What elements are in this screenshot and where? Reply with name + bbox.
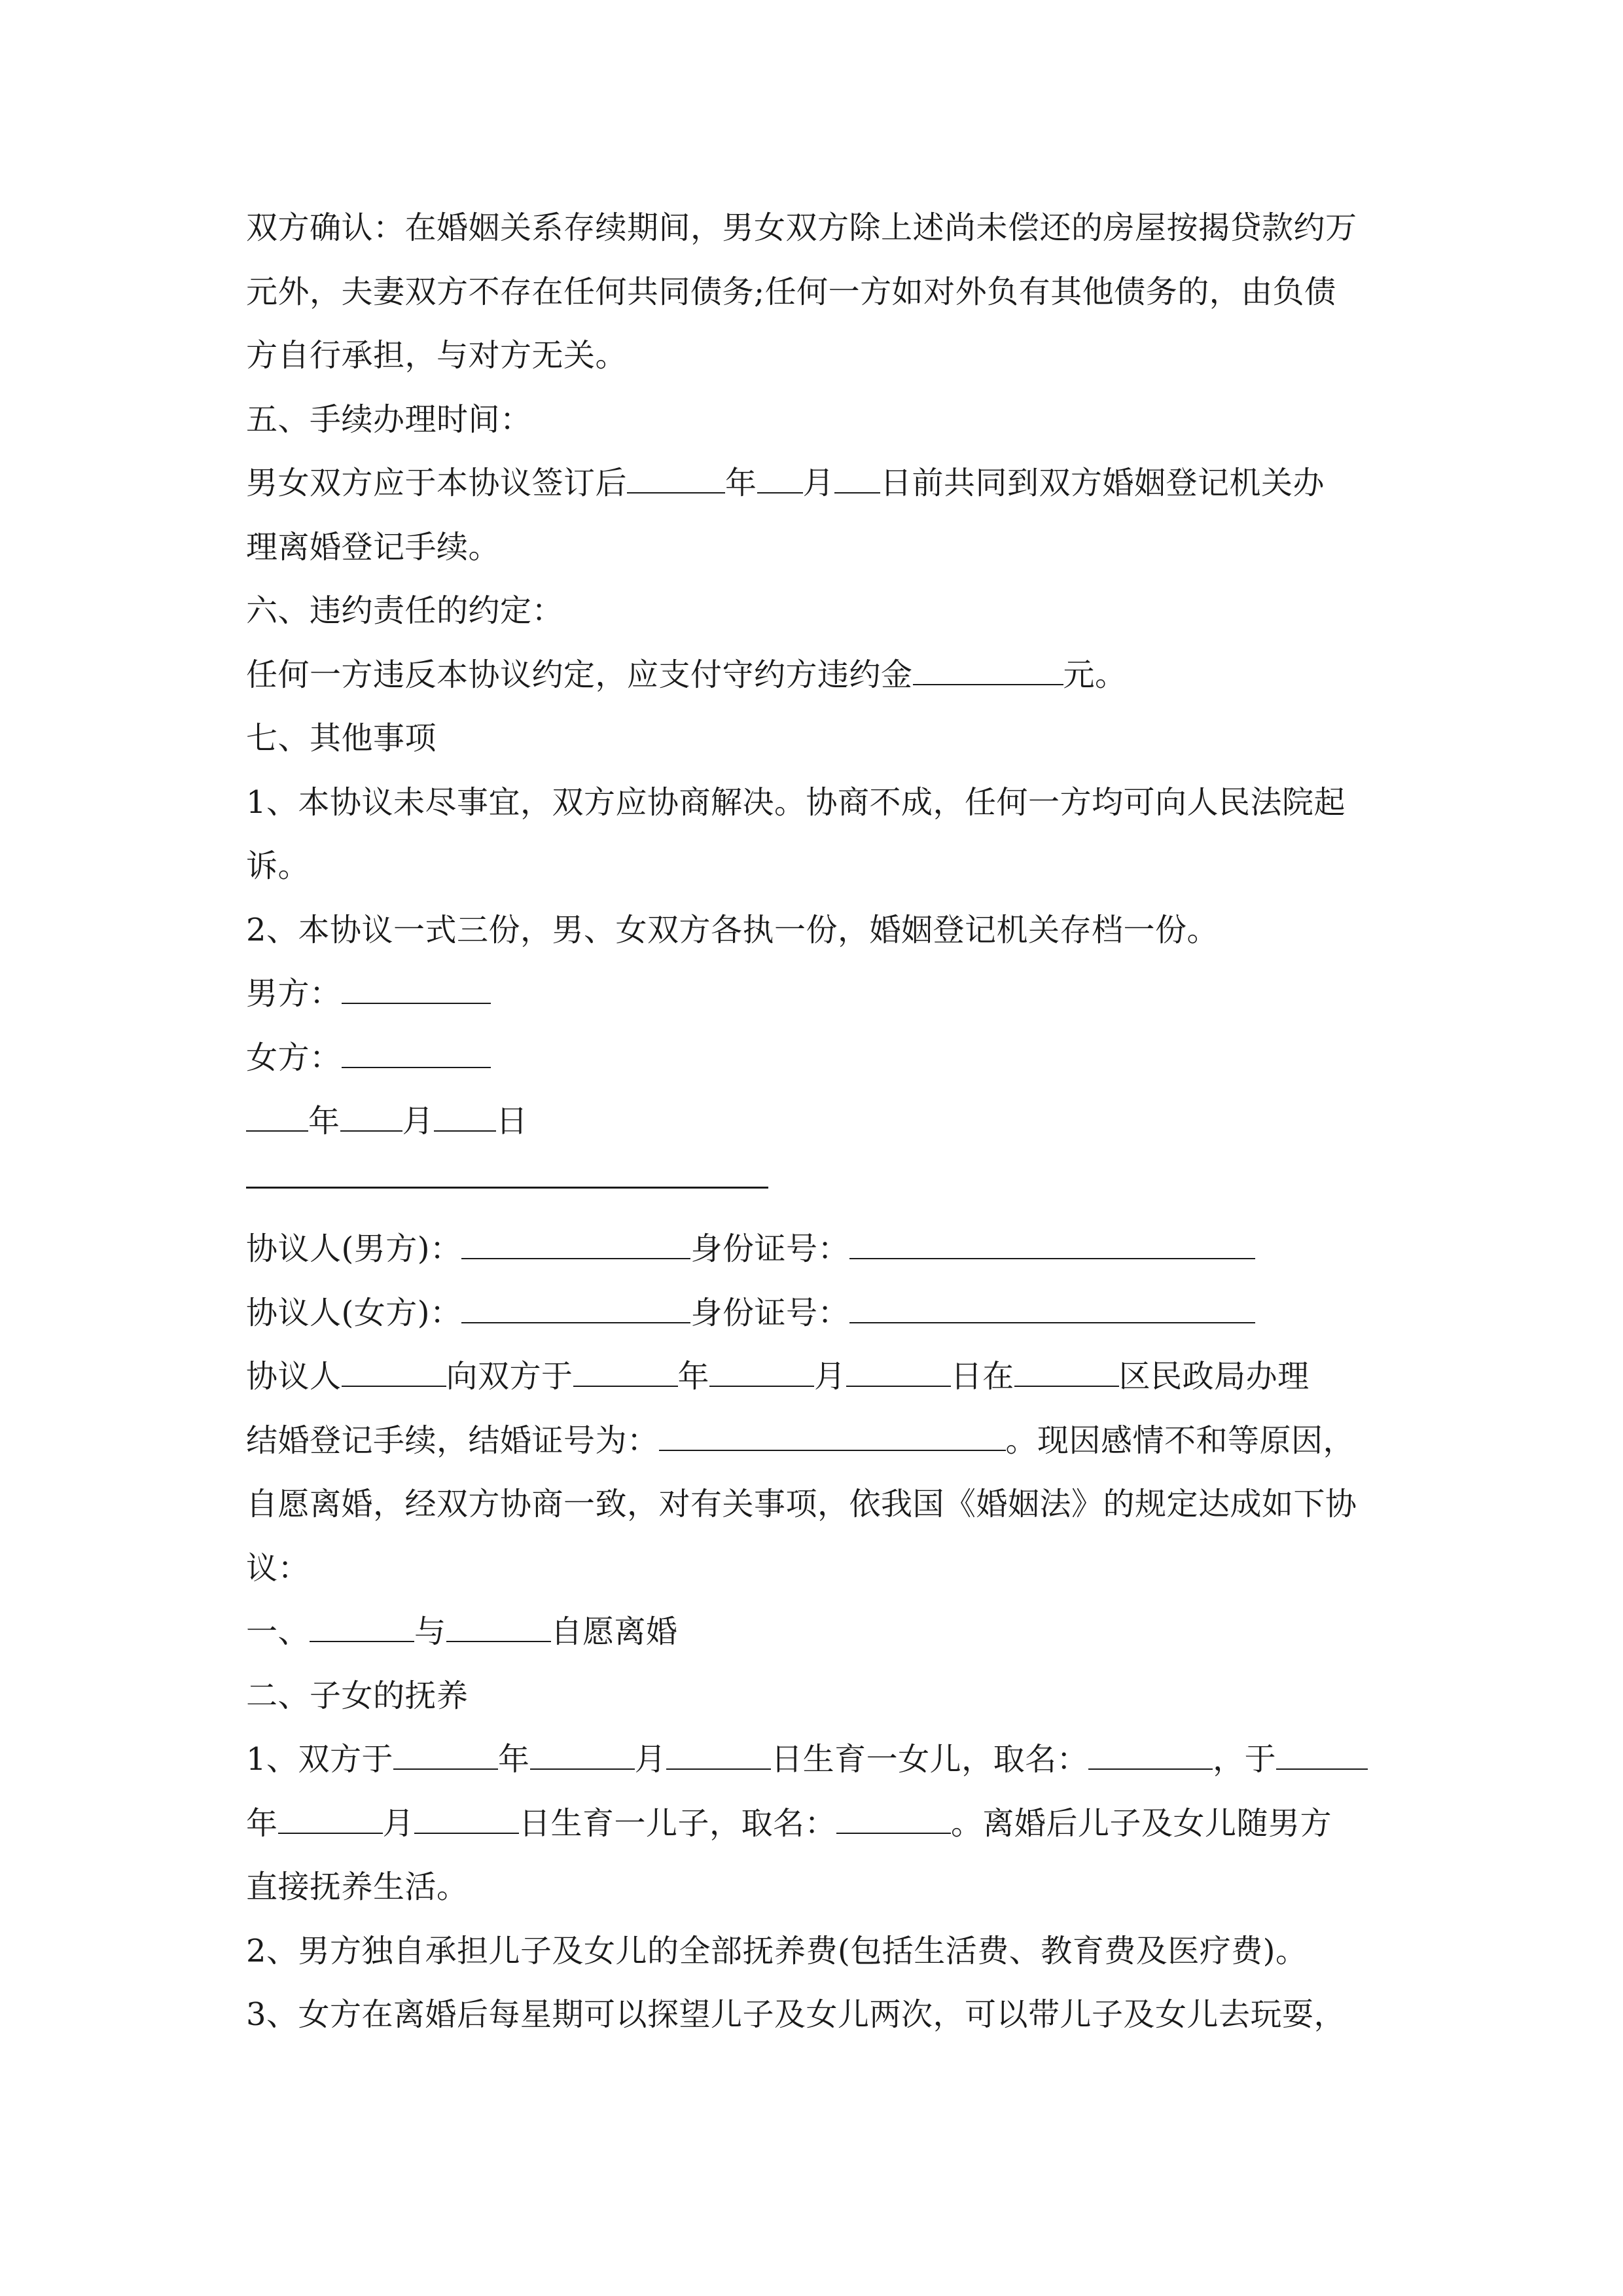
signature-male (246, 962, 1385, 1026)
blank-field[interactable] (393, 1742, 498, 1770)
text: 。离婚后儿子及女儿随男方 (951, 1804, 1332, 1842)
text-line (246, 1728, 1385, 1792)
text: 协议人 (246, 1358, 342, 1395)
signature-female (246, 1026, 1385, 1090)
blank-field[interactable] (278, 1806, 383, 1834)
text: 理离婚登记手续。 (246, 528, 501, 565)
blank-field[interactable] (246, 1104, 308, 1132)
text-line (246, 834, 1385, 899)
text: 二、子女的抚养 (246, 1677, 469, 1714)
text: 协议人(女方)： (246, 1294, 462, 1331)
blank-field[interactable] (849, 1296, 1255, 1323)
text: 七、其他事项 (246, 720, 437, 757)
text: 日前共同到双方婚姻登记机关办 (880, 465, 1325, 501)
text: 月 (814, 1358, 846, 1395)
text: 年 (725, 465, 757, 501)
text-line (246, 1345, 1385, 1409)
text-line (246, 196, 1385, 260)
text: 五、手续办理时间： (246, 401, 532, 438)
text-line (246, 899, 1385, 963)
text: 日 (496, 1103, 528, 1139)
blank-field[interactable] (913, 658, 1063, 685)
text-line (246, 1473, 1385, 1537)
text: 方自行承担，与对方无关。 (246, 337, 628, 374)
text: 任何一方违反本协议约定，应支付守约方违约金 (246, 656, 913, 693)
text: 元。 (1063, 656, 1127, 693)
date-line (246, 1090, 1385, 1154)
text: 向双方于 (446, 1358, 573, 1395)
text: 年 (677, 1358, 710, 1395)
text: 直接抚养生活。 (246, 1869, 469, 1905)
text: 诉。 (246, 848, 310, 884)
text: 年 (246, 1804, 278, 1842)
blank-field[interactable] (340, 1104, 402, 1132)
blank-field[interactable] (627, 466, 725, 493)
blank-field[interactable] (461, 1232, 690, 1259)
text-line (246, 516, 1385, 580)
text: 3、女方在离婚后每星期可以探望儿子及女儿两次，可以带儿子及女儿去玩耍， (246, 1996, 1346, 2033)
text: 结婚登记手续，结婚证号为： (246, 1422, 659, 1459)
text-line (246, 1792, 1385, 1856)
text: 日生育一女儿，取名： (771, 1741, 1089, 1778)
party-male (246, 1217, 1385, 1282)
text: 协议人(男方)： (246, 1230, 462, 1267)
blank-field[interactable] (530, 1742, 635, 1770)
blank-field[interactable] (414, 1806, 519, 1834)
blank-field[interactable] (1088, 1742, 1213, 1770)
blank-field[interactable] (342, 1359, 446, 1387)
text-line (246, 1920, 1385, 1984)
party-female (246, 1282, 1385, 1346)
text-line (246, 324, 1385, 388)
blank-field[interactable] (310, 1615, 414, 1642)
text-line (246, 260, 1385, 325)
text: 年 (498, 1741, 530, 1778)
blank-field[interactable] (342, 1041, 491, 1068)
blank-field[interactable] (666, 1742, 771, 1770)
blank-field[interactable] (757, 466, 803, 493)
text: 年 (308, 1103, 340, 1139)
text: 六、违约责任的约定： (246, 592, 564, 629)
text: 男女双方应于本协议签订后 (246, 465, 628, 501)
text: 2、男方独自承担儿子及女儿的全部抚养费(包括生活费、教育费及医疗费)。 (246, 1932, 1308, 1969)
text: 自愿离婚 (550, 1613, 678, 1650)
text: 身份证号： (690, 1294, 849, 1331)
text-line (246, 771, 1385, 835)
text-line (246, 1856, 1385, 1920)
text: 1、本协议未尽事宜，双方应协商解决。协商不成，任何一方均可向人民法院起 (246, 783, 1346, 821)
blank-field[interactable] (1014, 1359, 1119, 1387)
text: 一、 (246, 1613, 310, 1650)
blank-field[interactable] (834, 466, 880, 493)
blank-field[interactable] (434, 1104, 496, 1132)
text: 月 (802, 465, 835, 501)
text: 日在 (950, 1358, 1014, 1395)
text: 男方： (246, 975, 342, 1012)
blank-field[interactable] (1276, 1742, 1368, 1770)
text: 日生育一儿子，取名： (519, 1804, 837, 1842)
blank-field[interactable] (846, 1359, 951, 1387)
document-page (246, 196, 1385, 2047)
blank-field[interactable] (342, 977, 491, 1004)
text-line (246, 1983, 1385, 2047)
section-heading (246, 707, 1385, 771)
text: 。现因感情不和等原因， (1005, 1422, 1355, 1459)
divider (246, 1187, 768, 1189)
text: ，于 (1213, 1741, 1277, 1778)
separator-line (246, 1154, 1385, 1218)
text: 议： (246, 1549, 310, 1587)
text: 月 (402, 1103, 435, 1139)
blank-field[interactable] (849, 1232, 1255, 1259)
text: 月 (634, 1741, 667, 1778)
text-line (246, 1537, 1385, 1601)
section-heading (246, 388, 1385, 452)
text: 2、本协议一式三份，男、女双方各执一份，婚姻登记机关存档一份。 (246, 911, 1219, 948)
section-heading (246, 579, 1385, 643)
text: 1、双方于 (246, 1741, 394, 1778)
text: 与 (414, 1613, 446, 1650)
text: 元外，夫妻双方不存在任何共同债务;任何一方如对外负有其他债务的，由负债 (246, 273, 1336, 310)
text-line (246, 452, 1385, 516)
text-line (246, 643, 1385, 708)
blank-field[interactable] (836, 1806, 951, 1834)
text: 女方： (246, 1039, 342, 1076)
blank-field[interactable] (659, 1424, 1006, 1451)
section-heading (246, 1600, 1385, 1664)
text: 月 (382, 1804, 415, 1842)
blank-field[interactable] (573, 1359, 678, 1387)
blank-field[interactable] (461, 1296, 690, 1323)
text-line (246, 1409, 1385, 1473)
section-heading (246, 1664, 1385, 1729)
text: 自愿离婚，经双方协商一致，对有关事项，依我国《婚姻法》的规定达成如下协 (246, 1486, 1357, 1522)
blank-field[interactable] (709, 1359, 814, 1387)
text: 双方确认：在婚姻关系存续期间，男女双方除上述尚未偿还的房屋按揭贷款约万 (246, 209, 1357, 246)
text: 身份证号： (690, 1230, 849, 1267)
blank-field[interactable] (446, 1615, 551, 1642)
text: 区民政局办理 (1118, 1358, 1310, 1395)
